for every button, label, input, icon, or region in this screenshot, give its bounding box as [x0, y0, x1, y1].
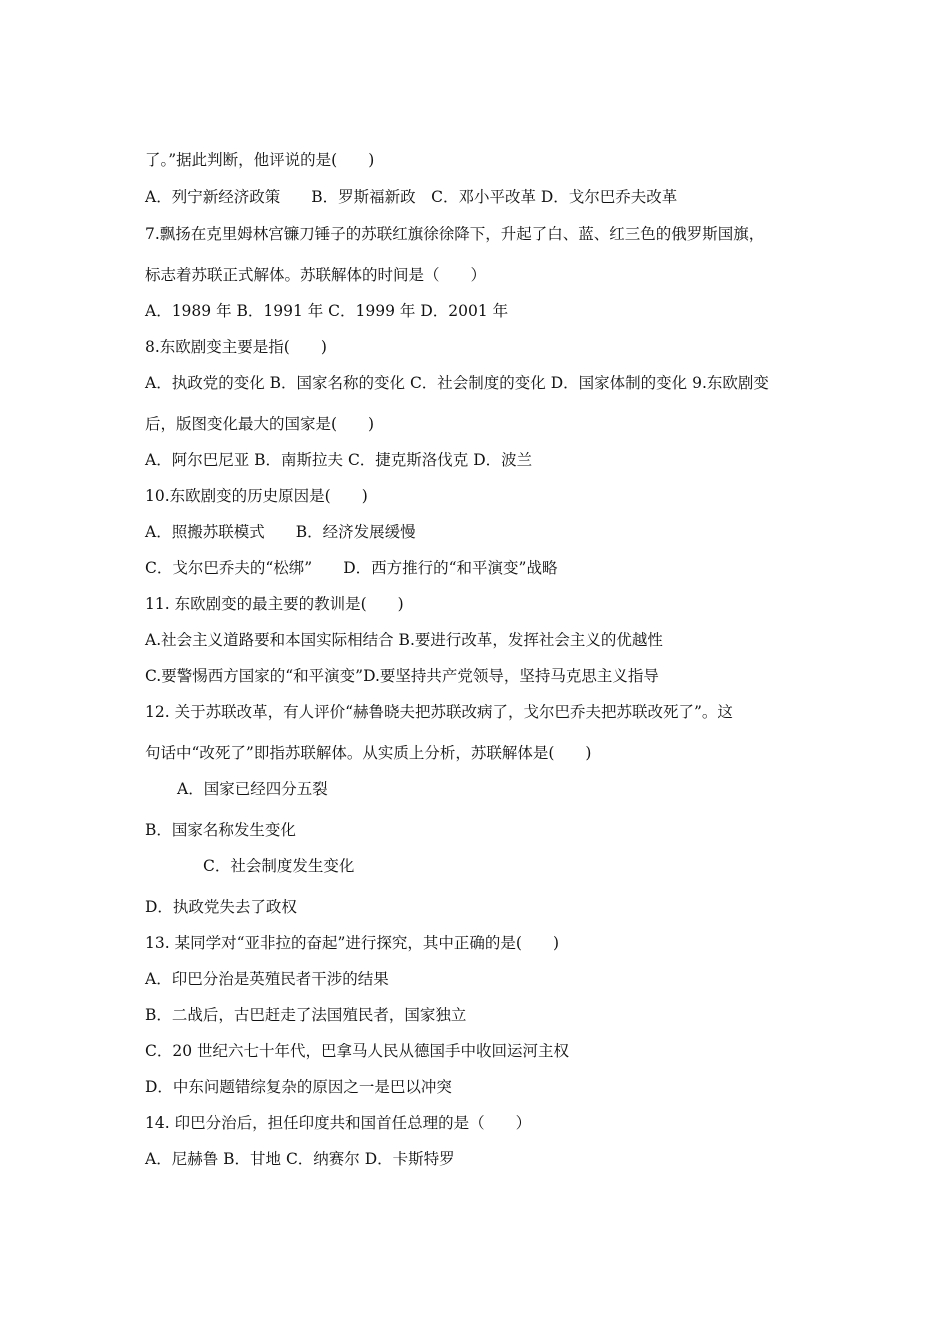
q11-options-cd: C.要警惕西方国家的“和平演变”D.要坚持共产党领导，坚持马克思主义指导	[145, 667, 659, 685]
q13-option-b: B．二战后，古巴赶走了法国殖民者，国家独立	[145, 1006, 467, 1024]
q8-stem: 8.东欧剧变主要是指( )	[145, 338, 327, 356]
q10-options-ab: A．照搬苏联模式 B．经济发展缓慢	[145, 523, 416, 541]
q13-option-d: D．中东问题错综复杂的原因之一是巴以冲突	[145, 1078, 452, 1096]
q9-options: A．阿尔巴尼亚 B．南斯拉夫 C．捷克斯洛伐克 D．波兰	[145, 451, 533, 469]
q7-options: A．1989 年 B．1991 年 C．1999 年 D．2001 年	[145, 302, 509, 320]
q10-stem: 10.东欧剧变的历史原因是( )	[145, 487, 368, 505]
q13-stem: 13. 某同学对“亚非拉的奋起”进行探究，其中正确的是( )	[145, 934, 560, 952]
q7-stem-line2: 标志着苏联正式解体。苏联解体的时间是（ ）	[145, 266, 487, 284]
q9-stem-line2: 后，版图变化最大的国家是( )	[145, 415, 375, 433]
q13-option-c: C．20 世纪六七十年代，巴拿马人民从德国手中收回运河主权	[145, 1042, 570, 1060]
q13-option-a: A．印巴分治是英殖民者干涉的结果	[145, 970, 389, 988]
q6-options: A．列宁新经济政策 B．罗斯福新政 C．邓小平改革 D．戈尔巴乔夫改革	[145, 188, 678, 206]
q14-stem: 14. 印巴分治后，担任印度共和国首任总理的是（ ）	[145, 1114, 532, 1132]
q10-options-cd: C．戈尔巴乔夫的“松绑” D．西方推行的“和平演变”战略	[145, 559, 558, 577]
q7-stem-line1: 7.飘扬在克里姆林宫镰刀锤子的苏联红旗徐徐降下，升起了白、蓝、红三色的俄罗斯国旗，	[145, 225, 765, 243]
q8-options-and-q9-stem: A．执政党的变化 B．国家名称的变化 C．社会制度的变化 D．国家体制的变化 9.东欧剧变	[145, 374, 769, 392]
q12-stem-line1: 12. 关于苏联改革，有人评价“赫鲁晓夫把苏联改病了，戈尔巴乔夫把苏联改死了”。这	[145, 703, 733, 721]
q11-options-ab: A.社会主义道路要和本国实际相结合 B.要进行改革，发挥社会主义的优越性	[145, 631, 663, 649]
q12-stem-line2: 句话中“改死了”即指苏联解体。从实质上分析，苏联解体是( )	[145, 744, 592, 762]
q11-stem: 11. 东欧剧变的最主要的教训是( )	[145, 595, 404, 613]
q12-option-c: C．社会制度发生变化	[203, 857, 355, 875]
q12-option-a: A．国家已经四分五裂	[177, 780, 328, 798]
q6-stem-end: 了。”据此判断，他评说的是( )	[145, 151, 375, 169]
q14-options: A．尼赫鲁 B．甘地 C．纳赛尔 D．卡斯特罗	[145, 1150, 455, 1168]
q12-option-b: B．国家名称发生变化	[145, 821, 296, 839]
q12-option-d: D．执政党失去了政权	[145, 898, 297, 916]
